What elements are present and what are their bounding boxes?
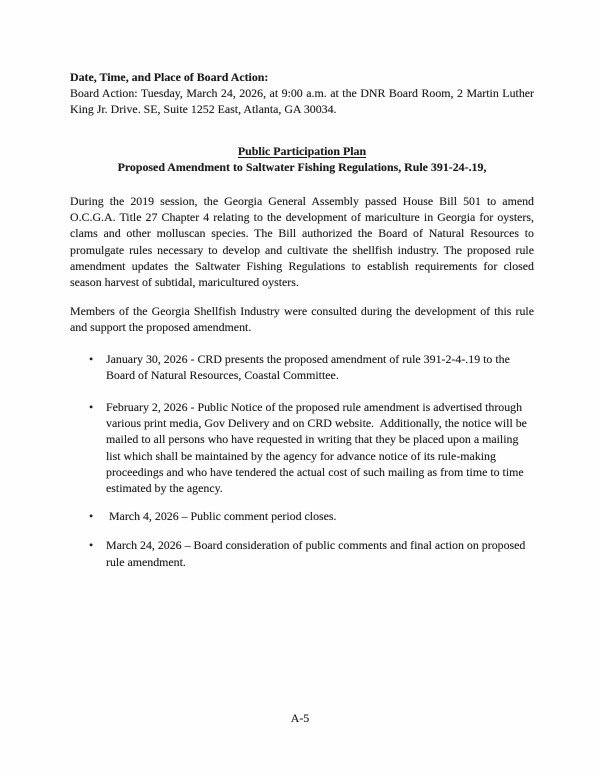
bullet-item-february-2 (70, 399, 534, 496)
title-block (70, 143, 534, 175)
timeline-bullet-list (70, 351, 534, 570)
paragraph-industry-consulted: Members of the Georgia Shellfish Industry were consulted during the development of this rule and support the proposed amendment. (70, 304, 537, 335)
paragraph-house-bill-501: During the 2019 session, the Georgia General Assembly passed House Bill 501 to amend O.C.G.A. Title 27 Chapter 4 relating to the development of mariculture in Georgia for oysters, clams and other molluscan species. The Bill authorized the Board of Natural Resources to promulgate rules necessary to develop and cultivate the shellfish industry. The proposed rule amendment updates the Saltwater Fishing Regulations to establish requirements for closed season harvest of subtidal, maricultured oysters. (70, 194, 537, 290)
document-title: Public Participation Plan (237, 143, 367, 158)
bullet-icon: • (89, 509, 94, 524)
page-number-footer: A-5 (290, 711, 310, 725)
board-action-details: Board Action: Tuesday, March 24, 2026, at 9:00 a.m. at the DNR Board Room, 2 Martin Luther King Jr. Drive. SE, Suite 1252 East, Atlanta, GA 30034. (70, 86, 537, 117)
document-content (70, 69, 537, 570)
document-subtitle: Proposed Amendment to Saltwater Fishing Regulations, Rule 391-24-.19, (117, 159, 487, 174)
bullet-item-march-4 (70, 508, 534, 524)
bullet-text-january-30: January 30, 2026 - CRD presents the proposed amendment of rule 391-2-4-.19 to the Board of Natural Resources, Coastal Committee. (106, 351, 513, 382)
board-action-heading: Date, Time, and Place of Board Action: (70, 70, 269, 84)
bullet-text-march-4: March 4, 2026 – Public comment period closes. (106, 509, 337, 524)
bullet-item-january-30 (70, 351, 534, 383)
bullet-icon: • (89, 538, 94, 553)
bullet-item-march-24 (70, 537, 534, 569)
bullet-icon: • (89, 351, 94, 366)
bullet-text-march-24: March 24, 2026 – Board consideration of public comments and final action on proposed rule amendment. (106, 538, 529, 569)
bullet-icon: • (89, 400, 94, 415)
bullet-text-february-2: February 2, 2026 - Public Notice of the proposed rule amendment is advertised through various print media, Gov Delivery and on CRD website. Additionally, the notice will be mailed to all persons who have requested in writing that they be placed upon a mailing list which shall be maintained by the agency for advance notice of its rule-making proceedings and who have tendered the actual cost of such mailing as from time to time estimated by the agency. (106, 400, 530, 496)
